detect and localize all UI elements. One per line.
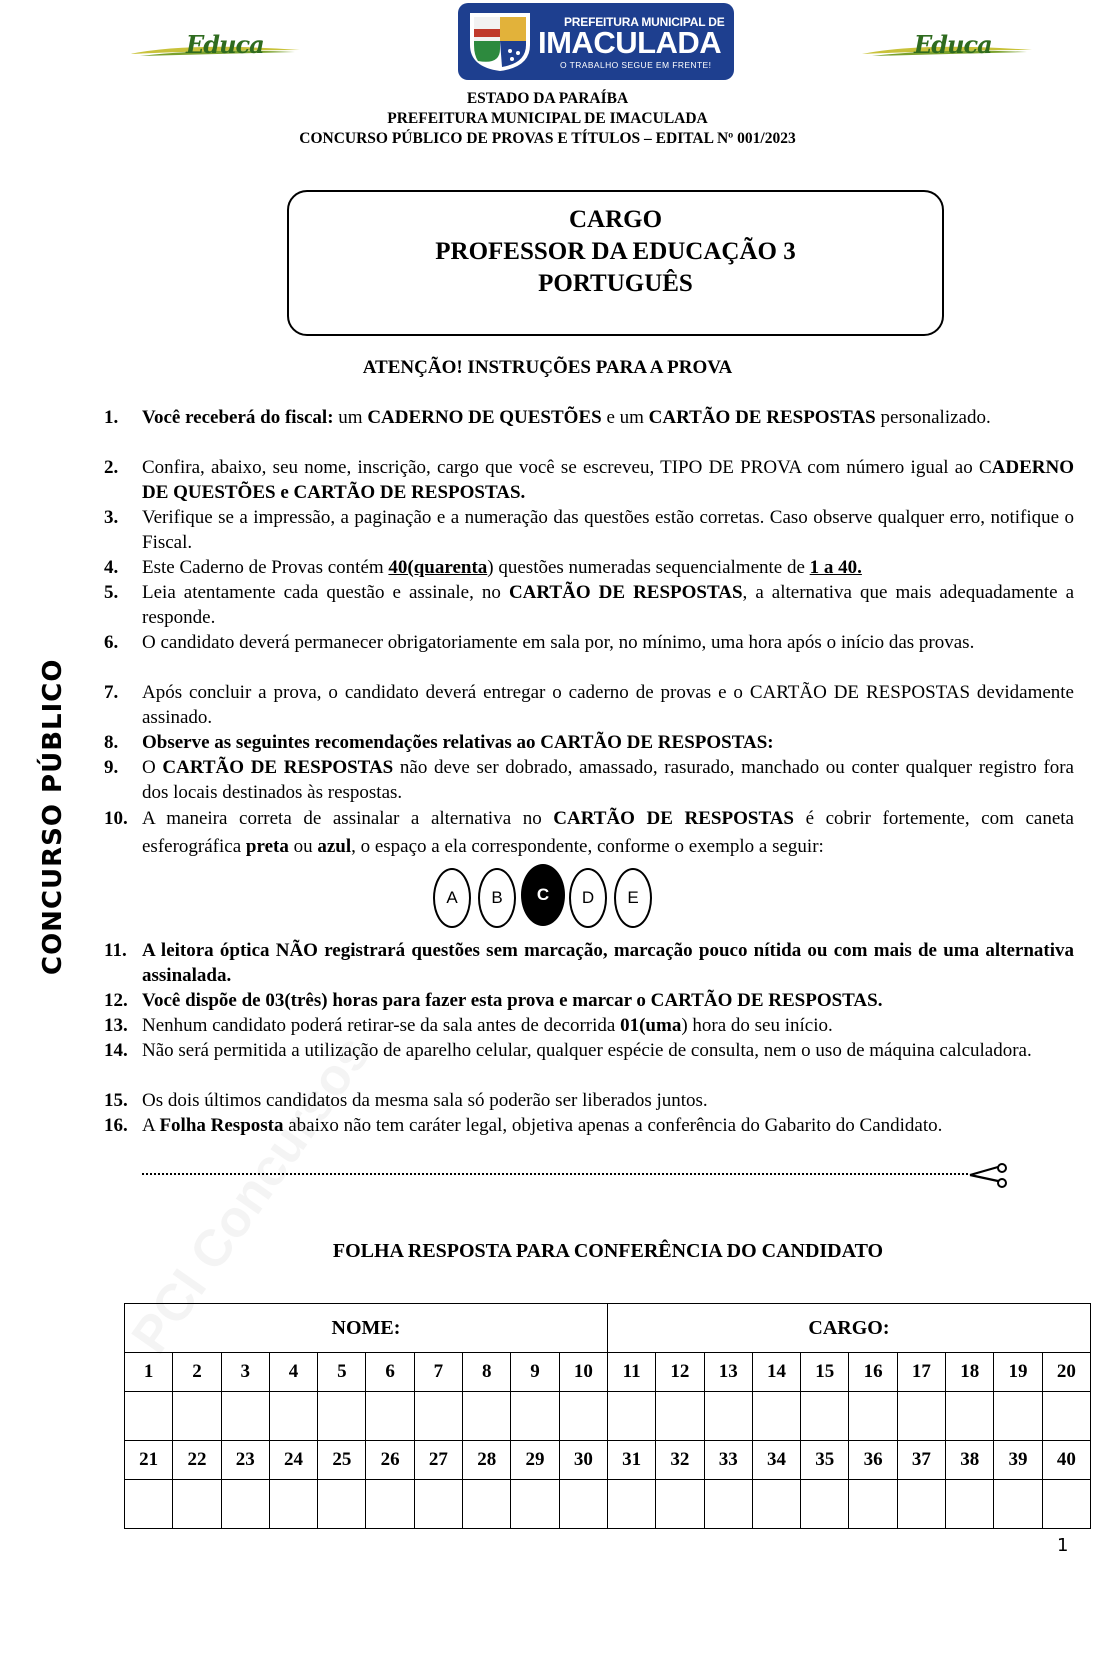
instruction-item: 16. A Folha Resposta abaixo não tem caráter legal, objetiva apenas a conferência do Gabarito do Candidato. [104,1115,943,1136]
answer-cell[interactable] [897,1480,945,1529]
question-number-cell: 14 [752,1353,800,1392]
instruction-item: 3. Verifique se a impressão, a paginação e a numeração das questões estão corretas. Caso observe qualquer erro, notifique o Fiscal. [104,507,1074,553]
answer-cell[interactable] [463,1392,511,1441]
question-number-cell: 26 [366,1441,414,1480]
answer-cell[interactable] [414,1480,462,1529]
answer-cell[interactable] [366,1480,414,1529]
question-number-cell: 7 [414,1353,462,1392]
cargo-label: CARGO: [607,1304,1090,1353]
question-number-cell: 34 [752,1441,800,1480]
question-number-cell: 35 [801,1441,849,1480]
instruction-item: 10. A maneira correta de assinalar a alternativa no CARTÃO DE RESPOSTAS é cobrir fortemente, com caneta esferográfica preta ou azul, o espaço a ela correspondente, conforme o exemplo a seguir: [104,808,1074,857]
question-number-cell: 37 [897,1441,945,1480]
answer-cell[interactable] [559,1392,607,1441]
question-number-cell: 38 [946,1441,994,1480]
answer-cell[interactable] [221,1480,269,1529]
answer-blank-row [125,1392,1091,1441]
answer-cell[interactable] [607,1480,655,1529]
answer-cell[interactable] [704,1392,752,1441]
example-bubbles [433,868,663,932]
question-number-cell: 25 [318,1441,366,1480]
answer-cell[interactable] [607,1392,655,1441]
question-number-cell: 11 [607,1353,655,1392]
name-label: NOME: [125,1304,608,1353]
answer-cell[interactable] [414,1392,462,1441]
answer-cell[interactable] [511,1392,559,1441]
answer-cell[interactable] [269,1392,317,1441]
question-number-cell: 21 [125,1441,173,1480]
answer-cell[interactable] [221,1392,269,1441]
side-banner: CONCURSO PÚBLICO [38,658,68,975]
answer-cell[interactable] [1042,1480,1090,1529]
answer-cell[interactable] [318,1392,366,1441]
scissors-icon [968,1161,1008,1191]
answer-cell[interactable] [559,1480,607,1529]
instruction-item: 7. Após concluir a prova, o candidato deverá entregar o caderno de provas e o CARTÃO DE RESPOSTAS devidamente assinado. [104,682,1074,728]
instruction-item: 13. Nenhum candidato poderá retirar-se da sala antes de decorrida 01(uma) hora do seu início. [104,1015,833,1036]
attention-title: ATENÇÃO! INSTRUÇÕES PARA A PROVA [362,357,733,378]
bubble-b: B [478,868,516,928]
question-number-cell: 20 [1042,1353,1090,1392]
question-number-cell: 23 [221,1441,269,1480]
answer-sheet-title: FOLHA RESPOSTA PARA CONFERÊNCIA DO CANDIDATO [332,1240,884,1262]
bubble-d: D [569,868,607,928]
question-number-cell: 12 [656,1353,704,1392]
answer-cell[interactable] [318,1480,366,1529]
answer-cell[interactable] [366,1392,414,1441]
logo-line-2: IMACULADA [538,25,722,60]
answer-cell[interactable] [849,1392,897,1441]
educa-word: Educa [186,30,264,59]
question-number-cell: 32 [656,1441,704,1480]
answer-cell[interactable] [994,1480,1042,1529]
question-number-cell: 5 [318,1353,366,1392]
answer-cell[interactable] [125,1392,173,1441]
question-number-cell: 15 [801,1353,849,1392]
answer-cell[interactable] [125,1480,173,1529]
question-numbers-row [125,1441,1091,1480]
logo-line-3: O TRABALHO SEGUE EM FRENTE! [560,60,712,70]
answer-cell[interactable] [1042,1392,1090,1441]
question-number-cell: 16 [849,1353,897,1392]
answer-cell[interactable] [946,1480,994,1529]
question-number-cell: 27 [414,1441,462,1480]
question-number-cell: 19 [994,1353,1042,1392]
question-number-cell: 29 [511,1441,559,1480]
cargo-box [287,190,944,336]
question-number-cell: 36 [849,1441,897,1480]
answer-blank-row [125,1480,1091,1529]
question-numbers-row [125,1353,1091,1392]
question-number-cell: 33 [704,1441,752,1480]
educa-word: Educa [914,30,992,59]
instruction-item: 14. Não será permitida a utilização de aparelho celular, qualquer espécie de consulta, nem o uso de máquina calculadora. [104,1040,1032,1061]
cargo-subject: PORTUGUÊS [538,270,693,297]
question-number-cell: 10 [559,1353,607,1392]
answer-cell[interactable] [752,1480,800,1529]
instruction-item: 1. Você receberá do fiscal: um CADERNO DE QUESTÕES e um CARTÃO DE RESPOSTAS personalizado. [104,407,991,428]
instruction-item: 6. O candidato deverá permanecer obrigatoriamente em sala por, no mínimo, uma hora após o início das provas. [104,632,975,653]
answer-cell[interactable] [656,1480,704,1529]
instruction-item: 15. Os dois últimos candidatos da mesma sala só poderão ser liberados juntos. [104,1090,708,1111]
page-number: 1 [1057,1535,1069,1556]
question-number-cell: 24 [269,1441,317,1480]
instruction-item: 8. Observe as seguintes recomendações relativas ao CARTÃO DE RESPOSTAS: [104,732,774,753]
answer-cell[interactable] [994,1392,1042,1441]
answer-cell[interactable] [801,1480,849,1529]
logo-line-1: PREFEITURA MUNICIPAL DE [564,15,725,29]
answer-cell[interactable] [656,1392,704,1441]
bubble-a: A [433,868,471,928]
question-number-cell: 18 [946,1353,994,1392]
educa-logo-left [130,30,300,74]
question-number-cell: 17 [897,1353,945,1392]
question-number-cell: 3 [221,1353,269,1392]
answer-cell[interactable] [897,1392,945,1441]
answer-cell[interactable] [173,1480,221,1529]
bubble-c-filled: C [521,864,565,926]
answer-cell[interactable] [849,1480,897,1529]
instruction-item: 5. Leia atentamente cada questão e assinale, no CARTÃO DE RESPOSTAS, a alternativa que mais adequadamente a responde. [104,582,1074,628]
answer-cell[interactable] [946,1392,994,1441]
question-number-cell: 30 [559,1441,607,1480]
header-state: ESTADO DA PARAÍBA [466,90,629,107]
answer-cell[interactable] [704,1480,752,1529]
instruction-item: 2. Confira, abaixo, seu nome, inscrição, cargo que você se escreveu, TIPO DE PROVA com número igual ao CADERNO DE QUESTÕES e CARTÃO DE RESPOSTAS. [104,457,1074,503]
answer-cell[interactable] [173,1392,221,1441]
prefecture-logo [458,3,734,80]
bubble-e: E [614,868,652,928]
question-number-cell: 8 [463,1353,511,1392]
answer-cell[interactable] [511,1480,559,1529]
question-number-cell: 1 [125,1353,173,1392]
answer-cell[interactable] [801,1392,849,1441]
question-number-cell: 40 [1042,1441,1090,1480]
answer-cell[interactable] [269,1480,317,1529]
question-number-cell: 2 [173,1353,221,1392]
header-contest: CONCURSO PÚBLICO DE PROVAS E TÍTULOS – EDITAL Nº 001/2023 [299,130,796,147]
answer-cell[interactable] [752,1392,800,1441]
answer-sheet-table [124,1303,1091,1529]
question-number-cell: 28 [463,1441,511,1480]
question-number-cell: 22 [173,1441,221,1480]
cargo-label: CARGO [568,206,663,233]
question-number-cell: 4 [269,1353,317,1392]
instruction-item: 9. O CARTÃO DE RESPOSTAS não deve ser dobrado, amassado, rasurado, manchado ou conter qualquer registro fora dos locais destinados às respostas. [104,757,1074,803]
cargo-title: PROFESSOR DA EDUCAÇÃO 3 [435,238,796,265]
question-number-cell: 31 [607,1441,655,1480]
question-number-cell: 6 [366,1353,414,1392]
instruction-item: 4. Este Caderno de Provas contém 40(quarenta) questões numeradas sequencialmente de 1 a 40. [104,557,862,578]
header-prefecture: PREFEITURA MUNICIPAL DE IMACULADA [387,110,708,127]
question-number-cell: 39 [994,1441,1042,1480]
question-number-cell: 9 [511,1353,559,1392]
answer-cell[interactable] [463,1480,511,1529]
instruction-item: 12. Você dispõe de 03(três) horas para fazer esta prova e marcar o CARTÃO DE RESPOSTAS. [104,990,883,1011]
crest-icon [466,9,534,73]
question-number-cell: 13 [704,1353,752,1392]
educa-logo-right [862,30,1032,74]
instruction-item: 11. A leitora óptica NÃO registrará questões sem marcação, marcação pouco nítida ou com mais de uma alternativa assinalada. [104,940,1074,986]
